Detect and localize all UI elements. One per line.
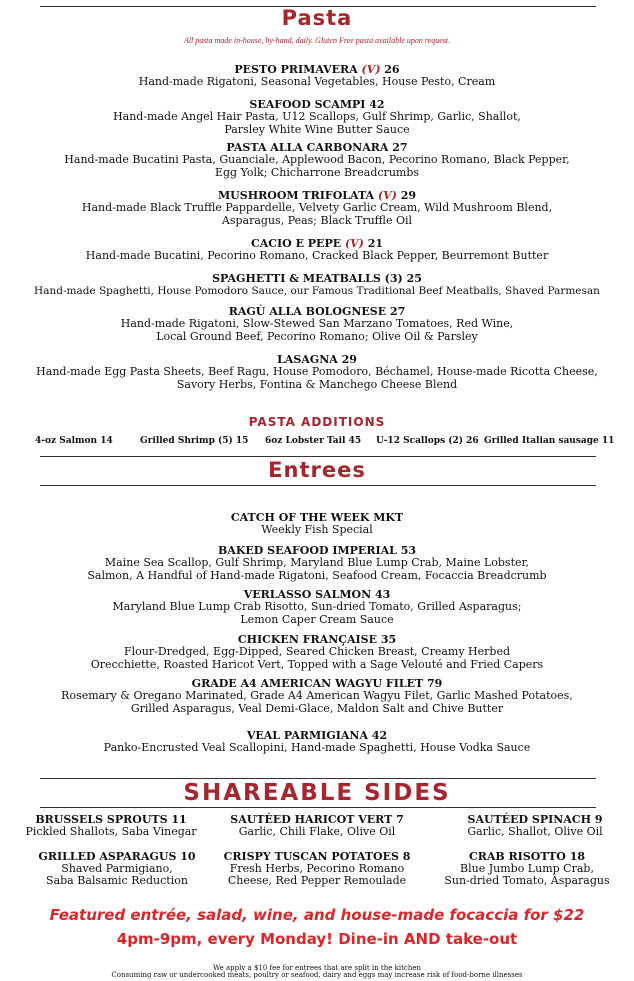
entree-item: BAKED SEAFOOD IMPERIAL 53 Maine Sea Scallop, Gulf Shrimp, Maryland Blue Lump Crab, Maine Lobster, Salmon, A Handful of Hand-made Rigatoni, Seafood Cream, Focaccia Breadcrumb	[87, 544, 547, 582]
entree-item: GRADE A4 AMERICAN WAGYU FILET 79 Rosemary & Oregano Marinated, Grade A4 American Wagyu Filet, Garlic Mashed Potatoes, Grilled Asparagus, Veal Demi-Glace, Maldon Salt and Chive Butter	[61, 677, 573, 715]
entrees-top-rule	[40, 456, 596, 457]
pasta-title: Pasta	[281, 6, 353, 30]
side-item: GRILLED ASPARAGUS 10 Shaved Parmigiano, Saba Balsamic Reduction	[38, 850, 196, 887]
addition-item: 4-oz Salmon 14	[35, 436, 113, 446]
side-item: SAUTÉED HARICOT VERT 7 Garlic, Chili Flake, Olive Oil	[230, 813, 404, 838]
pasta-item: PASTA ALLA CARBONARA 27 Hand-made Bucatini Pasta, Guanciale, Applewood Bacon, Pecorino Romano, Black Pepper, Egg Yolk; Chicharrone Breadcrumbs	[64, 141, 570, 179]
pasta-item: SEAFOOD SCAMPI 42 Hand-made Angel Hair Pasta, U12 Scallops, Gulf Shrimp, Garlic, Shallot, Parsley White Wine Butter Sauce	[113, 98, 521, 136]
side-item: SAUTÉED SPINACH 9 Garlic, Shallot, Olive Oil	[467, 813, 603, 838]
promo-headline: Featured entrée, salad, wine, and house-made focaccia for $22	[49, 906, 585, 924]
pasta-item: RAGÙ ALLA BOLOGNESE 27 Hand-made Rigatoni, Slow-Stewed San Marzano Tomatoes, Red Wine, Local Ground Beef, Pecorino Romano; Olive Oil & Parsley	[120, 305, 514, 343]
pasta-item: LASAGNA 29 Hand-made Egg Pasta Sheets, Beef Ragu, House Pomodoro, Béchamel, House-made Ricotta Cheese, Savory Herbs, Fontina & Manchego Cheese Blend	[36, 353, 598, 391]
sides-top-rule	[40, 778, 596, 779]
addition-item: U-12 Scallops (2) 26	[376, 436, 479, 446]
side-item: BRUSSELS SPROUTS 11 Pickled Shallots, Saba Vinegar	[25, 813, 197, 838]
pasta-item: MUSHROOM TRIFOLATA (V) 29 Hand-made Black Truffle Pappardelle, Velvety Garlic Cream, Wild Mushroom Blend, Asparagus, Peas; Black Truffle Oil	[81, 189, 553, 227]
pasta-item: SPAGHETTI & MEATBALLS (3) 25 Hand-made Spaghetti, House Pomodoro Sauce, our Famous Traditional Beef Meatballs, Shaved Parmesan	[34, 272, 600, 297]
sides-title: SHAREABLE SIDES	[183, 780, 451, 806]
addition-item: Grilled Italian sausage 11	[484, 436, 615, 446]
entree-item: VEAL PARMIGIANA 42 Panko-Encrusted Veal Scallopini, Hand-made Spaghetti, House Vodka Sauce	[103, 729, 531, 754]
pasta-item: PESTO PRIMAVERA (V) 26 Hand-made Rigatoni, Seasonal Vegetables, House Pesto, Cream	[138, 63, 496, 88]
health-warning: Consuming raw or undercooked meats, poultry or seafood, dairy and eggs may increase risk of food-borne illnesses	[111, 971, 523, 979]
sides-bottom-rule	[40, 807, 596, 808]
pasta-note: All pasta made in-house, by-hand, daily. Gluten Free pasta available upon request.	[183, 36, 451, 45]
side-item: CRAB RISOTTO 18 Blue Jumbo Lump Crab, Sun-dried Tomato, Asparagus	[444, 850, 610, 887]
pasta-additions-title: PASTA ADDITIONS	[248, 415, 386, 429]
entrees-title: Entrees	[268, 458, 366, 482]
side-item: CRISPY TUSCAN POTATOES 8 Fresh Herbs, Pecorino Romano Cheese, Red Pepper Remoulade	[223, 850, 411, 887]
addition-item: Grilled Shrimp (5) 15	[140, 436, 249, 446]
addition-item: 6oz Lobster Tail 45	[265, 436, 362, 446]
split-fee-note: We apply a $10 fee for entrees that are split in the kitchen	[213, 964, 421, 972]
pasta-item: CACIO E PEPE (V) 21 Hand-made Bucatini, Pecorino Romano, Cracked Black Pepper, Beurremont Butter	[85, 237, 549, 262]
entree-item: CATCH OF THE WEEK MKT Weekly Fish Special	[230, 511, 404, 536]
entrees-bottom-rule	[40, 485, 596, 486]
promo-schedule: 4pm-9pm, every Monday! Dine-in AND take-out	[116, 930, 518, 948]
entree-item: VERLASSO SALMON 43 Maryland Blue Lump Crab Risotto, Sun-dried Tomato, Grilled Asparagus; Lemon Caper Cream Sauce	[112, 588, 522, 626]
entree-item: CHICKEN FRANÇAISE 35 Flour-Dredged, Egg-Dipped, Seared Chicken Breast, Creamy Herbed Orecchiette, Roasted Haricot Vert, Topped with a Sage Velouté and Fried Capers	[90, 633, 544, 671]
